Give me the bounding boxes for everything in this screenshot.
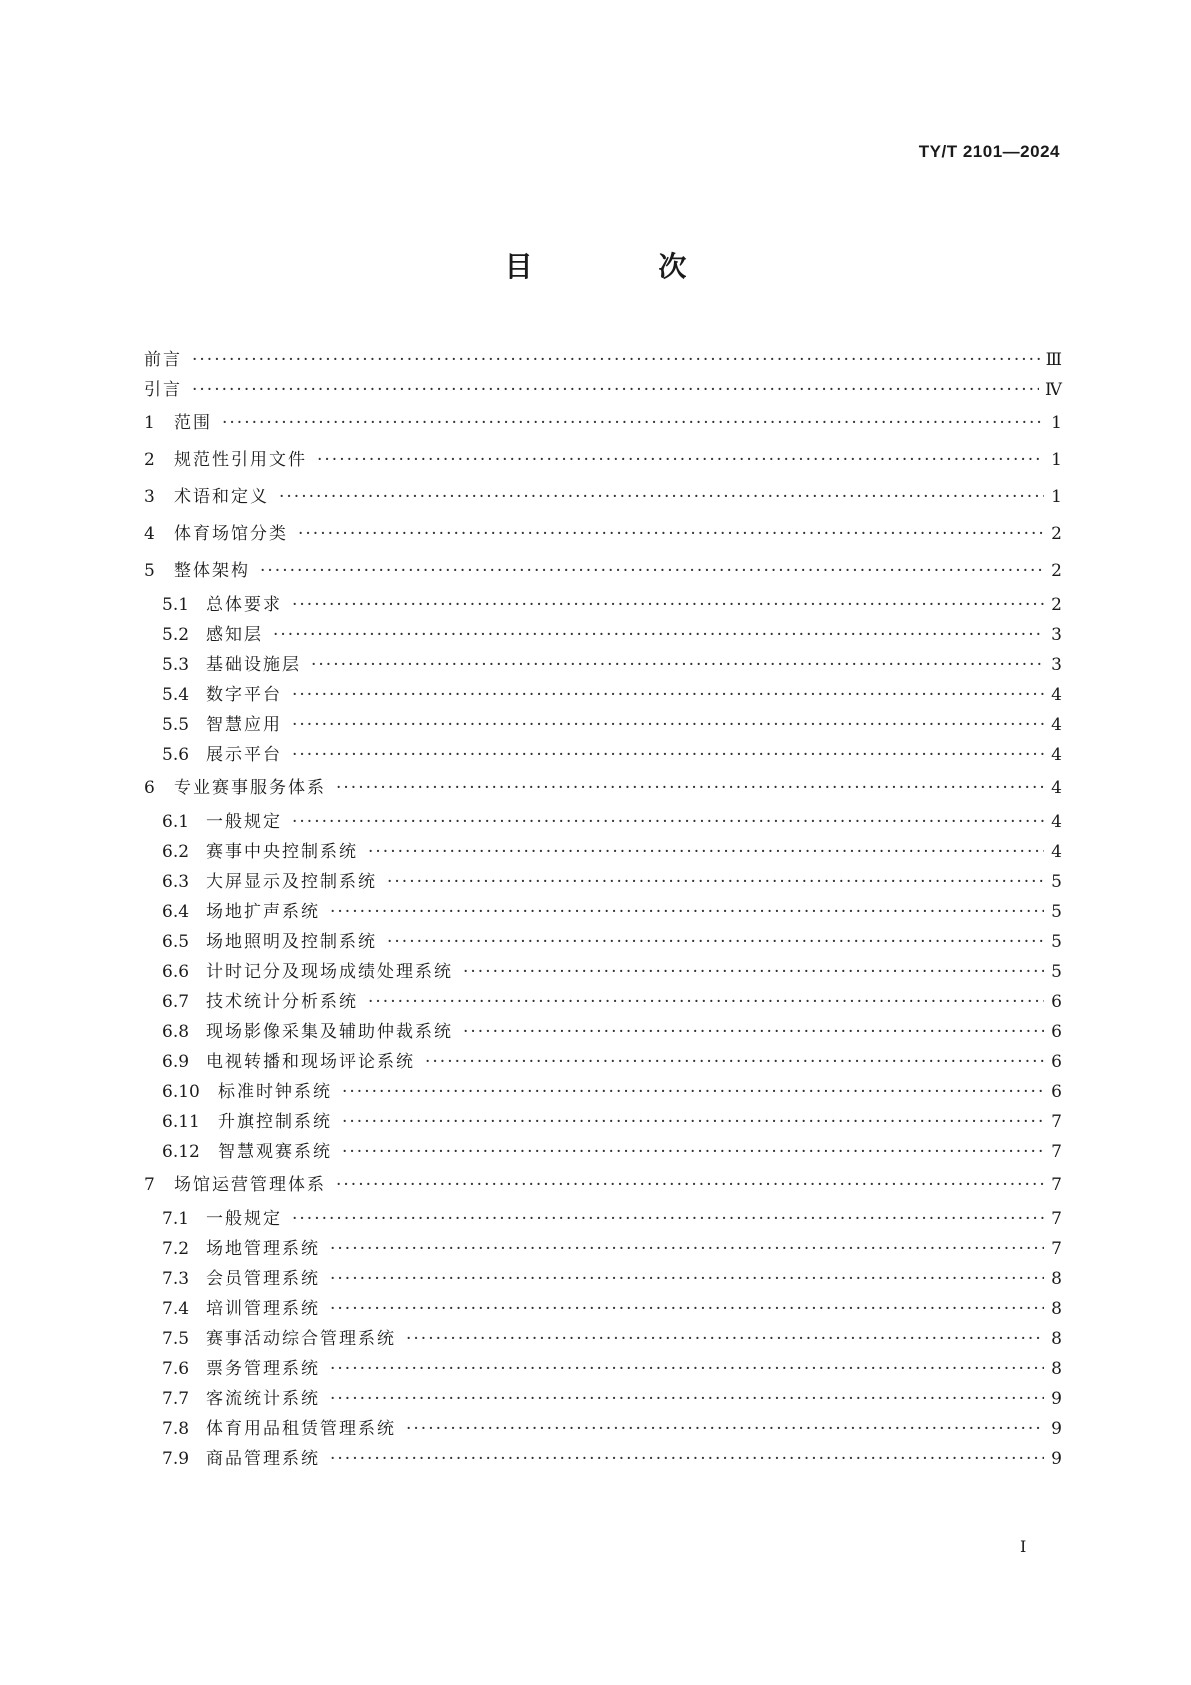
toc-entry[interactable] xyxy=(144,680,1062,710)
toc-entry[interactable] xyxy=(144,1017,1062,1047)
toc-entry[interactable] xyxy=(144,405,1062,442)
toc-entry-page: Ⅲ xyxy=(1045,350,1062,370)
toc-leader-dots xyxy=(330,897,1044,927)
toc-entry-label: 基础设施层 xyxy=(206,655,301,675)
toc-leader-dots xyxy=(279,479,1044,516)
toc-entry-number: 6.3 xyxy=(162,872,190,892)
toc-entry-number: 6.2 xyxy=(162,842,190,862)
toc-entry-number: 5.3 xyxy=(162,655,190,675)
toc-entry-label: 票务管理系统 xyxy=(206,1359,320,1379)
toc-leader-dots xyxy=(387,867,1044,897)
standard-number: TY/T 2101—2024 xyxy=(918,142,1060,161)
toc-entry-label: 范围 xyxy=(174,413,212,433)
toc-entry-number: 6 xyxy=(144,778,155,798)
toc-entry-number: 5 xyxy=(144,561,155,581)
toc-entry[interactable] xyxy=(144,1077,1062,1107)
toc-entry[interactable] xyxy=(144,987,1062,1017)
toc-leader-dots xyxy=(192,375,1039,405)
toc-entry-number: 6.9 xyxy=(162,1052,190,1072)
toc-entry-number: 7.2 xyxy=(162,1239,190,1259)
toc-entry[interactable] xyxy=(144,1167,1062,1204)
toc-entry-number: 7.5 xyxy=(162,1329,190,1349)
toc-entry-label: 现场影像采集及辅助仲裁系统 xyxy=(206,1022,453,1042)
toc-leader-dots xyxy=(406,1414,1044,1444)
toc-entry-label: 场馆运营管理体系 xyxy=(174,1175,326,1195)
toc-entry[interactable] xyxy=(144,553,1062,590)
toc-leader-dots xyxy=(342,1077,1044,1107)
page-title: 目 次 xyxy=(504,250,745,283)
toc-entry-label: 大屏显示及控制系统 xyxy=(206,872,377,892)
toc-entry-label: 场地照明及控制系统 xyxy=(206,932,377,952)
toc-entry-page: 4 xyxy=(1051,685,1062,705)
toc-entry-page: 4 xyxy=(1051,715,1062,735)
toc-leader-dots xyxy=(463,1017,1044,1047)
toc-entry[interactable] xyxy=(144,837,1062,867)
toc-entry-number: 5.5 xyxy=(162,715,190,735)
toc-leader-dots xyxy=(317,442,1044,479)
toc-entry[interactable] xyxy=(144,1137,1062,1167)
toc-leader-dots xyxy=(342,1107,1044,1137)
toc-entry-page: 4 xyxy=(1051,842,1062,862)
toc-entry-page: 9 xyxy=(1051,1419,1062,1439)
toc-entry-page: 7 xyxy=(1051,1112,1062,1132)
toc-entry-page: 3 xyxy=(1051,655,1062,675)
toc-entry[interactable] xyxy=(144,1384,1062,1414)
toc-entry-label: 赛事活动综合管理系统 xyxy=(206,1329,396,1349)
toc-leader-dots xyxy=(192,345,1040,375)
toc-entry-number: 4 xyxy=(144,524,155,544)
toc-entry-page: 8 xyxy=(1051,1329,1062,1349)
toc-entry-label: 感知层 xyxy=(206,625,263,645)
toc-entry-number: 6.4 xyxy=(162,902,190,922)
toc-entry-number: 5.4 xyxy=(162,685,190,705)
toc-leader-dots xyxy=(336,770,1044,807)
toc-entry-number: 7 xyxy=(144,1175,155,1195)
toc-entry-label: 引言 xyxy=(144,380,182,400)
toc-entry-page: 2 xyxy=(1051,561,1062,581)
toc-leader-dots xyxy=(292,740,1044,770)
toc-entry-page: 9 xyxy=(1051,1389,1062,1409)
toc-entry-number: 7.9 xyxy=(162,1449,190,1469)
toc-entry-page: 7 xyxy=(1051,1209,1062,1229)
toc-entry-label: 赛事中央控制系统 xyxy=(206,842,358,862)
toc-leader-dots xyxy=(425,1047,1044,1077)
toc-entry[interactable] xyxy=(144,1324,1062,1354)
toc-leader-dots xyxy=(406,1324,1044,1354)
toc-leader-dots xyxy=(330,1264,1044,1294)
toc-entry-label: 计时记分及现场成绩处理系统 xyxy=(206,962,453,982)
toc-entry-label: 展示平台 xyxy=(206,745,282,765)
toc-entry-page: 7 xyxy=(1051,1239,1062,1259)
toc-entry[interactable] xyxy=(144,867,1062,897)
toc-leader-dots xyxy=(260,553,1044,590)
toc-leader-dots xyxy=(298,516,1044,553)
toc-entry-page: 4 xyxy=(1051,745,1062,765)
toc-entry-page: 4 xyxy=(1051,778,1062,798)
toc-entry-label: 升旗控制系统 xyxy=(218,1112,332,1132)
toc-entry-page: 5 xyxy=(1051,962,1062,982)
toc-entry-label: 一般规定 xyxy=(206,1209,282,1229)
toc-leader-dots xyxy=(330,1294,1044,1324)
toc-entry-number: 6.12 xyxy=(162,1142,200,1162)
toc-entry-page: 9 xyxy=(1051,1449,1062,1469)
toc-entry-page: 7 xyxy=(1051,1175,1062,1195)
toc-entry-number: 6.5 xyxy=(162,932,190,952)
toc-entry-page: 6 xyxy=(1051,992,1062,1012)
toc-entry[interactable] xyxy=(144,590,1062,620)
toc-leader-dots xyxy=(292,1204,1044,1234)
toc-entry-label: 会员管理系统 xyxy=(206,1269,320,1289)
toc-entry-number: 6.1 xyxy=(162,812,190,832)
toc-entry-label: 整体架构 xyxy=(174,561,250,581)
toc-leader-dots xyxy=(336,1167,1044,1204)
toc-entry[interactable] xyxy=(144,957,1062,987)
toc-entry[interactable] xyxy=(144,770,1062,807)
toc-leader-dots xyxy=(368,987,1044,1017)
toc-entry[interactable] xyxy=(144,740,1062,770)
toc-entry-number: 5.2 xyxy=(162,625,190,645)
toc-entry[interactable] xyxy=(144,1047,1062,1077)
toc-entry[interactable] xyxy=(144,650,1062,680)
toc-entry[interactable] xyxy=(144,620,1062,650)
toc-entry[interactable] xyxy=(144,345,1062,375)
toc-entry[interactable] xyxy=(144,897,1062,927)
toc-entry-page: 1 xyxy=(1051,487,1062,507)
toc-leader-dots xyxy=(292,807,1044,837)
toc-entry-page: 5 xyxy=(1051,872,1062,892)
toc-entry-label: 术语和定义 xyxy=(174,487,269,507)
toc-leader-dots xyxy=(330,1444,1044,1474)
toc-leader-dots xyxy=(292,590,1044,620)
toc-entry-number: 1 xyxy=(144,413,155,433)
toc-entry-label: 数字平台 xyxy=(206,685,282,705)
toc-entry-number: 6.8 xyxy=(162,1022,190,1042)
toc-leader-dots xyxy=(387,927,1044,957)
toc-entry-label: 前言 xyxy=(144,350,182,370)
toc-entry[interactable] xyxy=(144,1444,1062,1474)
toc-leader-dots xyxy=(342,1137,1044,1167)
toc-entry-label: 电视转播和现场评论系统 xyxy=(206,1052,415,1072)
toc-entry[interactable] xyxy=(144,927,1062,957)
toc-entry-page: 6 xyxy=(1051,1052,1062,1072)
toc-entry[interactable] xyxy=(144,1264,1062,1294)
toc-entry[interactable] xyxy=(144,1414,1062,1444)
toc-entry-page: 6 xyxy=(1051,1022,1062,1042)
toc-entry-number: 5.6 xyxy=(162,745,190,765)
toc-leader-dots xyxy=(330,1354,1044,1384)
toc-entry-page: 8 xyxy=(1051,1299,1062,1319)
toc-entry-number: 6.7 xyxy=(162,992,190,1012)
toc-entry-page: 8 xyxy=(1051,1269,1062,1289)
toc-entry-page: 5 xyxy=(1051,932,1062,952)
toc-entry-number: 6.10 xyxy=(162,1082,200,1102)
toc-entry-page: 5 xyxy=(1051,902,1062,922)
toc-leader-dots xyxy=(463,957,1044,987)
toc-entry[interactable] xyxy=(144,516,1062,553)
toc-entry-page: 1 xyxy=(1051,450,1062,470)
toc-entry-label: 客流统计系统 xyxy=(206,1389,320,1409)
toc-entry-label: 智慧观赛系统 xyxy=(218,1142,332,1162)
toc-entry-number: 2 xyxy=(144,450,155,470)
toc-entry-label: 场地扩声系统 xyxy=(206,902,320,922)
toc-entry-label: 体育场馆分类 xyxy=(174,524,288,544)
toc-entry[interactable] xyxy=(144,1204,1062,1234)
toc-leader-dots xyxy=(330,1384,1044,1414)
toc-entry-page: 6 xyxy=(1051,1082,1062,1102)
toc-entry[interactable] xyxy=(144,479,1062,516)
toc-entry-label: 商品管理系统 xyxy=(206,1449,320,1469)
toc-entry-page: 7 xyxy=(1051,1142,1062,1162)
toc-entry-label: 总体要求 xyxy=(206,595,282,615)
toc-leader-dots xyxy=(292,680,1044,710)
toc-entry-label: 培训管理系统 xyxy=(206,1299,320,1319)
toc-entry-number: 7.8 xyxy=(162,1419,190,1439)
toc-entry-label: 标准时钟系统 xyxy=(218,1082,332,1102)
toc-entry-page: 8 xyxy=(1051,1359,1062,1379)
toc-entry[interactable] xyxy=(144,1354,1062,1384)
toc-leader-dots xyxy=(311,650,1044,680)
toc-entry-label: 专业赛事服务体系 xyxy=(174,778,326,798)
page-folio: I xyxy=(1020,1537,1027,1556)
toc-entry-page: 4 xyxy=(1051,812,1062,832)
toc-entry-number: 7.4 xyxy=(162,1299,190,1319)
toc-entry-label: 场地管理系统 xyxy=(206,1239,320,1259)
toc-entry[interactable] xyxy=(144,375,1062,405)
toc-entry[interactable] xyxy=(144,807,1062,837)
toc-entry-page: Ⅳ xyxy=(1045,380,1062,400)
toc-entry-page: 3 xyxy=(1051,625,1062,645)
toc-entry[interactable] xyxy=(144,710,1062,740)
toc-entry-label: 体育用品租赁管理系统 xyxy=(206,1419,396,1439)
toc-entry-page: 2 xyxy=(1051,595,1062,615)
toc-entry-label: 一般规定 xyxy=(206,812,282,832)
toc-entry-page: 1 xyxy=(1051,413,1062,433)
toc-entry[interactable] xyxy=(144,1234,1062,1264)
toc-entry-page: 2 xyxy=(1051,524,1062,544)
toc-entry-number: 5.1 xyxy=(162,595,190,615)
toc-leader-dots xyxy=(222,405,1044,442)
toc-entry-number: 6.11 xyxy=(162,1112,200,1132)
toc-entry-label: 技术统计分析系统 xyxy=(206,992,358,1012)
toc-leader-dots xyxy=(273,620,1044,650)
toc-entry-number: 7.3 xyxy=(162,1269,190,1289)
toc-entry[interactable] xyxy=(144,1294,1062,1324)
toc-entry[interactable] xyxy=(144,442,1062,479)
table-of-contents xyxy=(144,345,1062,1474)
toc-leader-dots xyxy=(292,710,1044,740)
toc-entry-number: 7.6 xyxy=(162,1359,190,1379)
toc-entry-number: 3 xyxy=(144,487,155,507)
toc-entry-label: 规范性引用文件 xyxy=(174,450,307,470)
toc-entry-number: 7.7 xyxy=(162,1389,190,1409)
toc-entry-label: 智慧应用 xyxy=(206,715,282,735)
toc-entry-number: 6.6 xyxy=(162,962,190,982)
toc-entry[interactable] xyxy=(144,1107,1062,1137)
toc-leader-dots xyxy=(330,1234,1044,1264)
toc-leader-dots xyxy=(368,837,1044,867)
toc-entry-number: 7.1 xyxy=(162,1209,190,1229)
